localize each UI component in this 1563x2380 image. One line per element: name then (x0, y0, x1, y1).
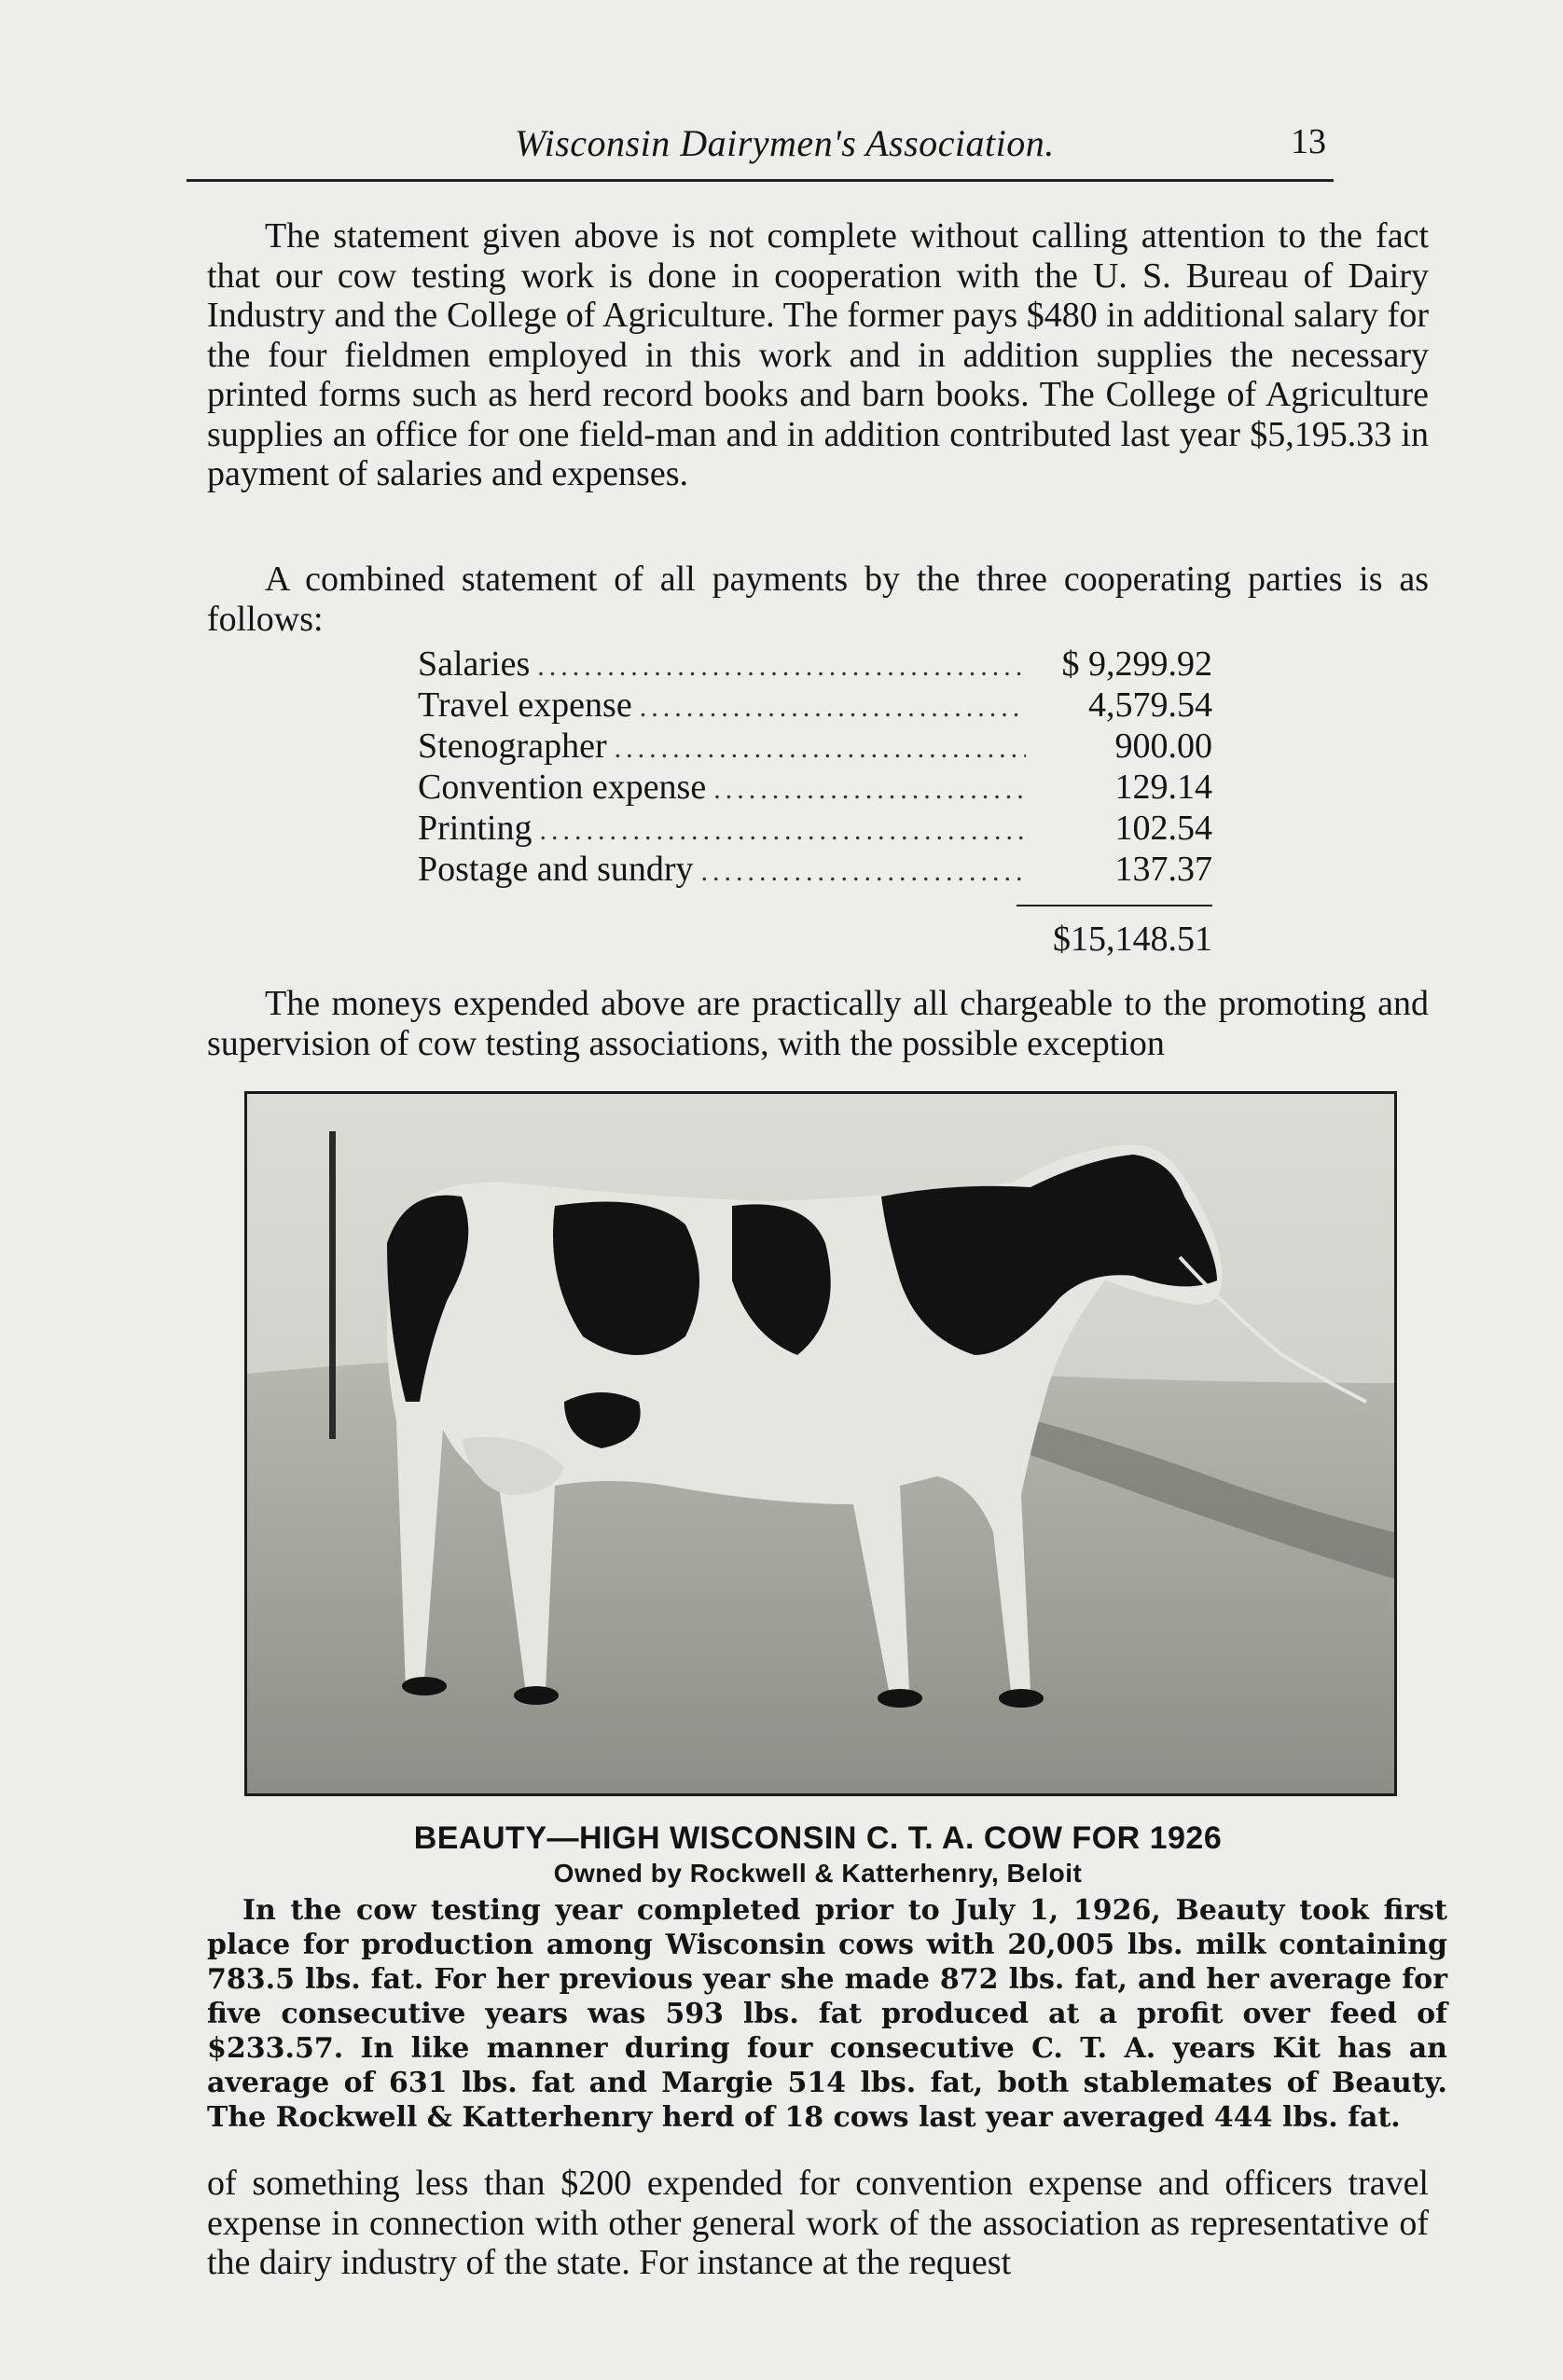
ledger-amount: 4,579.54 (1088, 685, 1212, 725)
holstein-cow-photo (247, 1094, 1394, 1793)
paragraph-continuation: of something less than $200 expended for convention expense and officers travel expense in connection with other general work of the association as representative of the dairy industry of the state. For instance at the request (207, 2164, 1429, 2282)
expense-ledger (418, 643, 1212, 890)
ledger-row (418, 849, 1212, 890)
ledger-row (418, 726, 1212, 767)
ledger-amount: 137.37 (1114, 850, 1212, 889)
ledger-label: Salaries (418, 644, 531, 684)
dot-leader (615, 728, 1026, 769)
dot-leader (537, 646, 1026, 687)
running-title: Wisconsin Dairymen's Association. (515, 122, 1055, 164)
ledger-row (418, 685, 1212, 726)
ledger-row (418, 643, 1212, 685)
ledger-total: $15,148.51 (1053, 920, 1212, 959)
dot-leader (701, 851, 1026, 892)
fence-post (329, 1131, 336, 1439)
ledger-amount: 900.00 (1114, 726, 1212, 766)
ledger-label: Printing (418, 809, 533, 848)
cow-hoof (999, 1689, 1044, 1708)
ledger-amount: 102.54 (1114, 809, 1212, 848)
cow-hoof (878, 1689, 922, 1708)
cow-hoof (514, 1686, 559, 1705)
ledger-label: Convention expense (418, 768, 707, 807)
caption-title: BEAUTY—HIGH WISCONSIN C. T. A. COW FOR 1926 (413, 1820, 1223, 1856)
caption-body: In the cow testing year completed prior to July 1, 1926, Beauty took first place for production among Wisconsin cows with 20,005 lbs. milk containing 783.5 lbs. fat. For her previous year she made 872 lbs. fat, and her average for five consecutive years was 593 lbs. fat produced at a profit over feed of $233.57. In like manner during four consecutive C. T. A. years Kit has an average of 631 lbs. fat and Margie 514 lbs. fat, both stablemates of Beauty. The Rockwell & Katterhenry herd of 18 cows last year averaged 444 lbs. fat. (207, 1894, 1447, 2134)
ledger-label: Stenographer (418, 726, 607, 766)
total-rule (1017, 905, 1212, 906)
dot-leader (640, 687, 1026, 728)
dot-leader (539, 810, 1026, 851)
ledger-amount: 129.14 (1114, 768, 1212, 807)
ledger-label: Travel expense (418, 685, 632, 725)
ledger-row (418, 767, 1212, 808)
running-header (187, 121, 1334, 182)
ledger-row (418, 808, 1212, 849)
paragraph-combined-statement-intro: A combined statement of all payments by the three cooperating parties is as follows: (207, 560, 1429, 639)
caption-subtitle: Owned by Rockwell & Katterhenry, Beloit (553, 1859, 1083, 1888)
paragraph-cooperation: The statement given above is not complete without calling attention to the fact that our cow testing work is done in cooperation with the U. S. Bureau of Dairy Industry and the College of Agriculture. The former pays $480 in additional salary for the four fieldmen employed in this work and in addition supplies the necessary printed forms such as herd record books and barn books. The College of Agriculture supplies an office for one field-man and in addition contributed last year $5,195.33 in payment of salaries and expenses. (207, 216, 1429, 493)
cow-photograph (244, 1091, 1397, 1796)
dot-leader (713, 769, 1026, 810)
paragraph-moneys-expended: The moneys expended above are practically all chargeable to the promoting and supervision of cow testing associations, with the possible exception (207, 984, 1429, 1063)
page-number: 13 (1291, 122, 1326, 161)
ledger-amount: $ 9,299.92 (1061, 644, 1212, 684)
ledger-label: Postage and sundry (418, 850, 694, 889)
cow-hoof (402, 1677, 447, 1695)
